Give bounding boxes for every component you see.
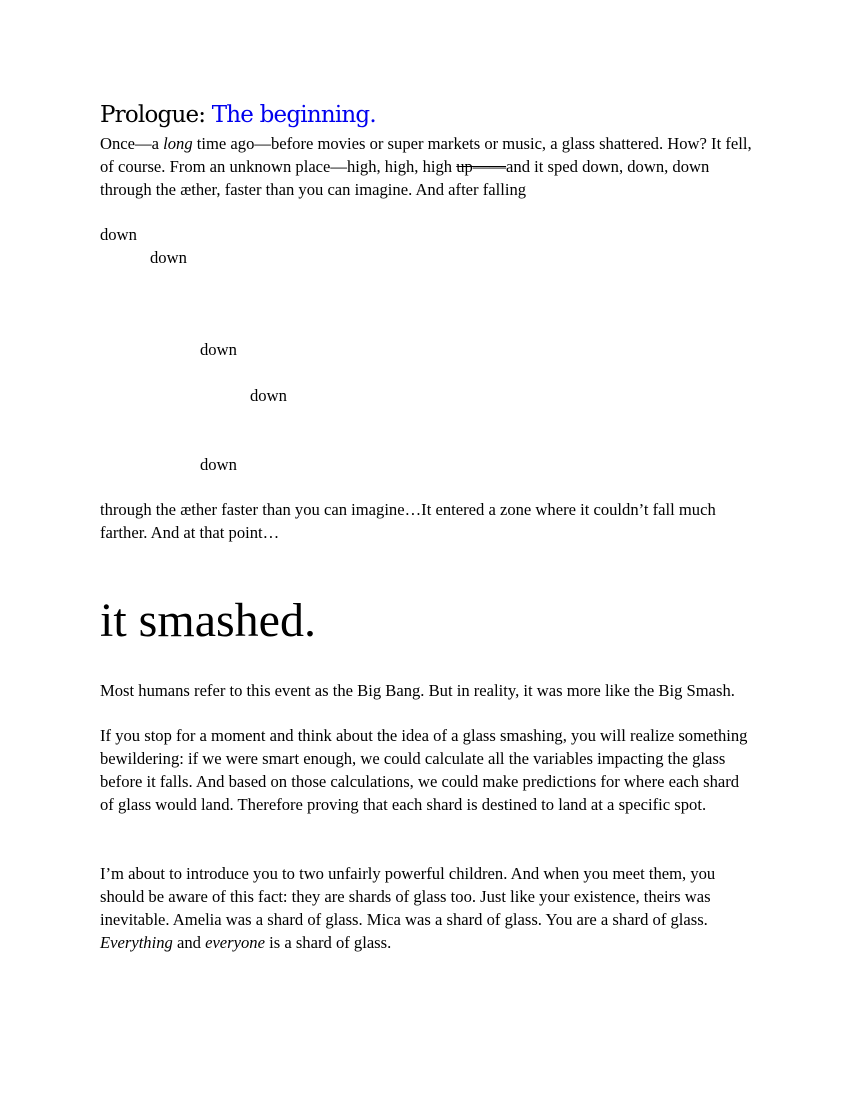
children-italic-everything: Everything (100, 933, 173, 952)
falling-word-5: down (200, 455, 237, 474)
intro-text-1: Once—a (100, 134, 164, 153)
intro-paragraph (100, 132, 755, 201)
children-and: and (172, 933, 206, 952)
falling-word-1: down (100, 225, 137, 244)
smash-headline: it smashed. (100, 594, 316, 647)
heading-prefix: Prologue: (100, 102, 212, 128)
children-paragraph (100, 862, 755, 954)
intro-text-2: time ago—before movies or super markets or music, a glass shattered. How? It fell, of course. From an unknown place—high, high, high (100, 134, 752, 176)
chapter-heading (100, 100, 376, 130)
intro-italic-long: long (163, 134, 193, 153)
falling-word-3: down (200, 340, 237, 359)
intro-text-3: and it sped down, down, down through the æther, faster than you can imagine. And after falling (100, 157, 710, 199)
falling-word-4: down (250, 386, 287, 405)
children-tail: is a shard of glass. (264, 933, 392, 952)
intro-struck-text: up—— (456, 157, 507, 176)
falling-word-2: down (150, 248, 187, 267)
big-bang-paragraph: Most humans refer to this event as the Big Bang. But in reality, it was more like the Big Smash. (100, 681, 735, 700)
children-italic-everyone: everyone (205, 933, 265, 952)
after-fall-paragraph: through the æther faster than you can imagine…It entered a zone where it couldn’t fall much farther. And at that point… (100, 500, 716, 542)
glass-paragraph: If you stop for a moment and think about the idea of a glass smashing, you will realize something bewildering: if we were smart enough, we could calculate all the variables impacting the glass before it falls. And based on those calculations, we could make predictions for where each shard of glass would land. Therefore proving that each shard is destined to land at a specific spot. (100, 726, 748, 814)
heading-title: The beginning. (211, 102, 376, 128)
children-text: I’m about to introduce you to two unfairly powerful children. And when you meet them, you should be aware of this fact: they are shards of glass too. Just like your existence, theirs was inevitable. Amelia was a shard of glass. Mica was a shard of glass. You are a shard of glass. (100, 864, 716, 929)
